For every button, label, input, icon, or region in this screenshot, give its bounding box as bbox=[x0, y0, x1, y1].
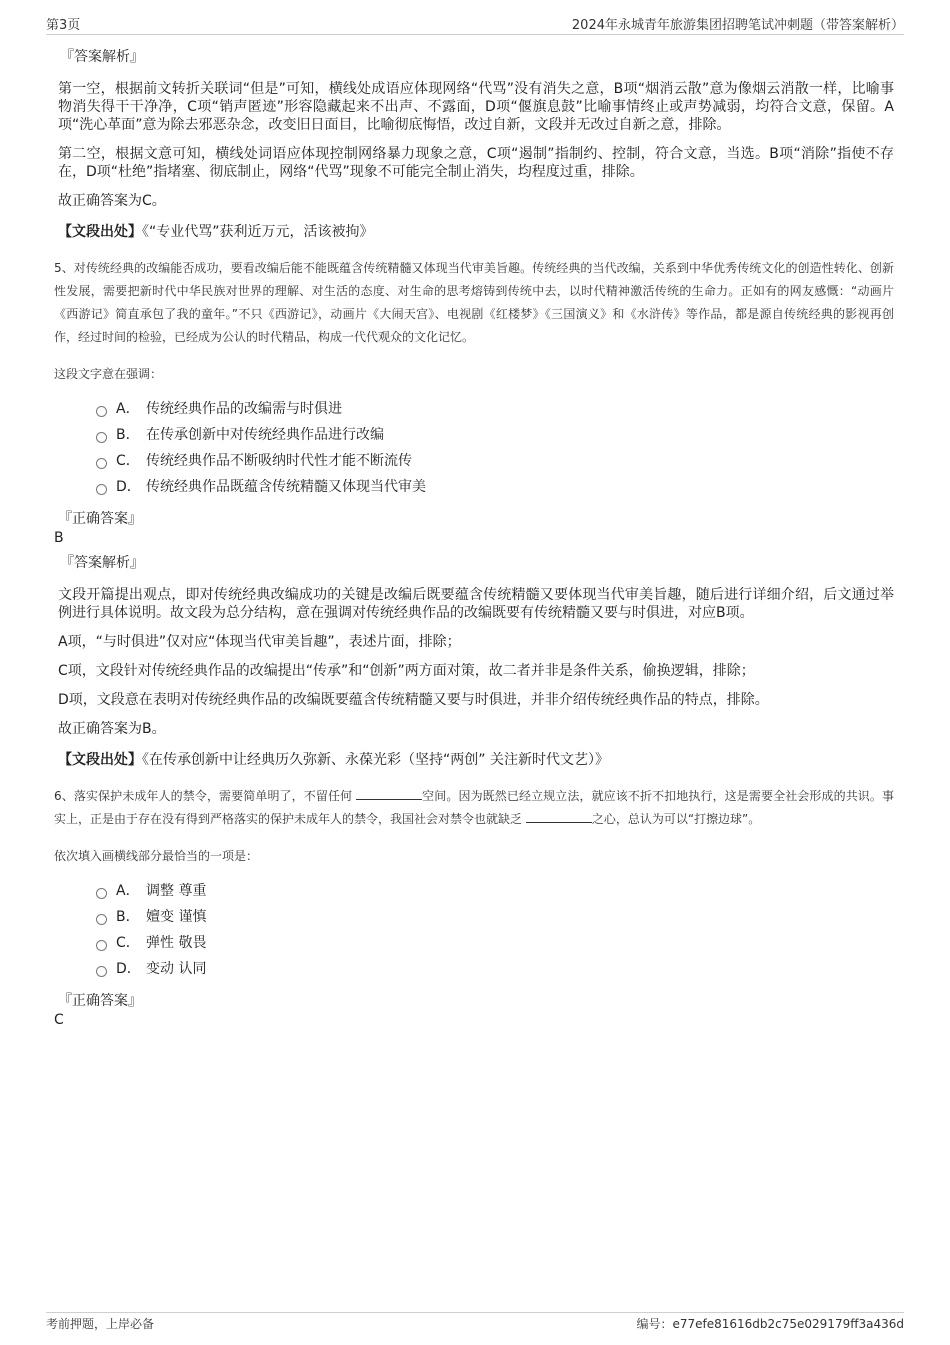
radio-icon[interactable] bbox=[96, 406, 107, 417]
analysis-label: 『答案解析』 bbox=[60, 49, 144, 65]
conclusion: 故正确答案为B。 bbox=[58, 721, 166, 737]
analysis-label: 『答案解析』 bbox=[60, 555, 144, 571]
question-prompt: 这段文字意在强调： bbox=[54, 367, 163, 381]
radio-icon[interactable] bbox=[96, 914, 107, 925]
analysis-paragraph: 文段开篇提出观点，即对传统经典改编成功的关键是改编后既要蕴含传统精髓又要体现当代审美旨趣，随后进行详细介绍，后文通过举例进行具体说明。故文段为总分结构，意在强调对传统经典作品的改编既要有传统精髓又要与时俱进，对应B项。 bbox=[58, 587, 894, 621]
analysis-paragraph: A项，“与时俱进”仅对应“体现当代审美旨趣”，表述片面，排除； bbox=[58, 634, 461, 650]
question-stem: 6、落实保护未成年人的禁令，需要简单明了，不留任何 空间。因为既然已经立规立法，就应该不折不扣地执行，这是需要全社会形成的共识。事实上，正是由于存在没有得到严格落实的保护未成年人的禁令，我国社会对禁令也就缺乏 之心，总认为可以“打擦边球”。 bbox=[54, 789, 894, 826]
correct-answer: C bbox=[54, 1012, 64, 1028]
option-list bbox=[96, 878, 894, 982]
question-prompt: 依次填入画横线部分最恰当的一项是： bbox=[54, 849, 259, 863]
radio-icon[interactable] bbox=[96, 940, 107, 951]
radio-icon[interactable] bbox=[96, 484, 107, 495]
source-text: 《在传承创新中让经典历久弥新、永葆光彩（坚持“两创” 关注新时代文艺）》 bbox=[142, 752, 609, 768]
correct-answer: B bbox=[54, 530, 64, 546]
document-code: 编号：e77efe81616db2c75e029179ff3a436d bbox=[636, 1317, 904, 1331]
option-list bbox=[96, 396, 894, 500]
radio-icon[interactable] bbox=[96, 458, 107, 469]
fill-blank bbox=[526, 810, 592, 823]
analysis-paragraph: 第一空，根据前文转折关联词“但是”可知，横线处成语应体现网络“代骂”没有消失之意，B项“烟消云散”意为像烟云消散一样，比喻事物消失得干干净净，C项“销声匿迹”形容隐藏起来不出声、不露面，D项“偃旗息鼓”比喻事情终止或声势减弱，均符合文意，保留。A项“洗心革面”意为除去邪恶杂念，改变旧日面目，比喻彻底悔悟，改过自新，文段并无改过自新之意，排除。 bbox=[58, 81, 894, 133]
correct-answer-label: 『正确答案』 bbox=[58, 511, 142, 527]
analysis-paragraph: C项，文段针对传统经典作品的改编提出“传承”和“创新”两方面对策，故二者并非是条件关系，偷换逻辑，排除； bbox=[58, 663, 755, 679]
option-d[interactable]: D． 变动 认同 bbox=[96, 956, 894, 982]
footer-slogan: 考前押题，上岸必备 bbox=[46, 1317, 155, 1331]
correct-answer-label: 『正确答案』 bbox=[58, 993, 142, 1009]
analysis-paragraph: 第二空，根据文意可知，横线处词语应体现控制网络暴力现象之意，C项“遏制”指制约、控制，符合文意，当选。B项“消除”指使不存在，D项“杜绝”指堵塞、彻底制止，网络“代骂”现象不可能完全制止消失，均程度过重，排除。 bbox=[58, 146, 894, 180]
source-line bbox=[58, 221, 894, 241]
page-header bbox=[46, 14, 904, 35]
option-c[interactable]: C． 弹性 敬畏 bbox=[96, 930, 894, 956]
source-text: 《“专业代骂”获利近万元，活该被拘》 bbox=[142, 224, 374, 240]
source-label: 【文段出处】 bbox=[58, 752, 142, 768]
source-line bbox=[58, 749, 894, 769]
document-title: 2024年永城青年旅游集团招聘笔试冲刺题（带答案解析） bbox=[571, 18, 904, 33]
page-content bbox=[56, 46, 894, 1034]
page-number: 第3页 bbox=[46, 18, 81, 33]
radio-icon[interactable] bbox=[96, 432, 107, 443]
radio-icon[interactable] bbox=[96, 966, 107, 977]
question-stem: 5、对传统经典的改编能否成功，要看改编后能不能既蕴含传统精髓又体现当代审美旨趣。传统经典的当代改编，关系到中华优秀传统文化的创造性转化、创新性发展，需要把新时代中华民族对世界的理解、对生活的态度、对生命的思考熔铸到传统中去，以时代精神激活传统的生命力。正如有的网友感慨：“动画片《西游记》简直承包了我的童年。”不只《西游记》，动画片《大闹天宫》、电视剧《红楼梦》《三国演义》和《水浒传》等作品，都是源自传统经典的影视再创作，经过时间的检验，已经成为公认的时代精品，构成一代代观众的文化记忆。 bbox=[54, 261, 894, 344]
radio-icon[interactable] bbox=[96, 888, 107, 899]
page-footer bbox=[46, 1312, 904, 1335]
option-d[interactable]: D． 传统经典作品既蕴含传统精髓又体现当代审美 bbox=[96, 474, 894, 500]
option-b[interactable]: B． 在传承创新中对传统经典作品进行改编 bbox=[96, 422, 894, 448]
analysis-paragraph: D项，文段意在表明对传统经典作品的改编既要蕴含传统精髓又要与时俱进，并非介绍传统经典作品的特点，排除。 bbox=[58, 692, 769, 708]
option-a[interactable]: A． 传统经典作品的改编需与时俱进 bbox=[96, 396, 894, 422]
option-b[interactable]: B． 嬗变 谨慎 bbox=[96, 904, 894, 930]
option-c[interactable]: C． 传统经典作品不断吸纳时代性才能不断流传 bbox=[96, 448, 894, 474]
fill-blank bbox=[356, 787, 422, 800]
option-a[interactable]: A． 调整 尊重 bbox=[96, 878, 894, 904]
source-label: 【文段出处】 bbox=[58, 224, 142, 240]
conclusion: 故正确答案为C。 bbox=[58, 193, 166, 209]
